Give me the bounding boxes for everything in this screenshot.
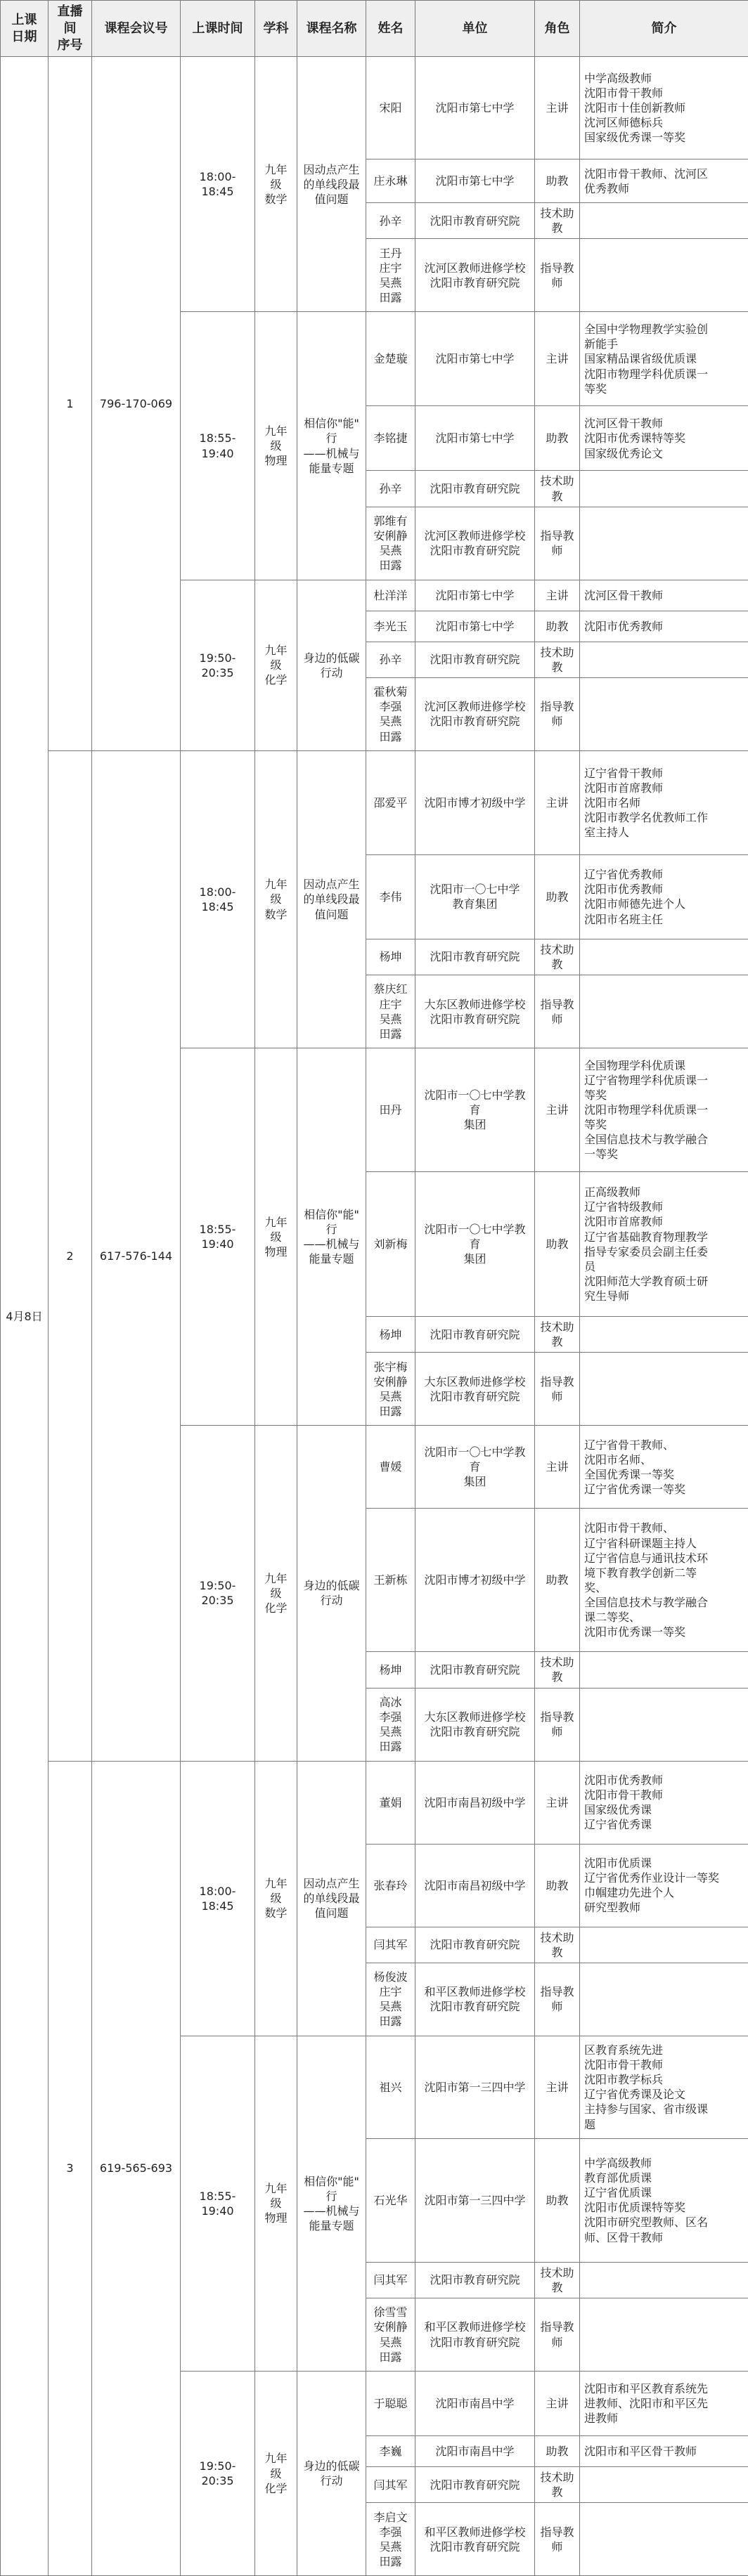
unit-cell: 沈阳市一〇七中学教育 集团 — [415, 1426, 535, 1509]
header-time: 上课时间 — [181, 1, 255, 57]
unit-cell: 沈阳市博才初级中学 — [415, 750, 535, 854]
teacher-name-cell: 孙辛 — [366, 203, 415, 239]
bio-cell — [580, 2503, 748, 2576]
meeting-id-cell: 796-170-069 — [92, 57, 181, 751]
bio-cell: 区教育系统先进 沈阳市骨干教师 沈阳市教学标兵 辽宁省优秀课及论文 主持参与国家、省市级课 题 — [580, 2036, 748, 2138]
bio-cell — [580, 1963, 748, 2036]
unit-cell: 沈阳市第七中学 — [415, 160, 535, 203]
role-cell: 主讲 — [535, 312, 580, 406]
unit-cell: 沈阳市教育研究院 — [415, 2467, 535, 2503]
teacher-name-cell: 金楚璇 — [366, 312, 415, 406]
role-cell: 主讲 — [535, 1426, 580, 1509]
unit-cell: 沈阳市一〇七中学教育 集团 — [415, 1048, 535, 1172]
role-cell: 主讲 — [535, 580, 580, 611]
teacher-name-cell: 杨坤 — [366, 1652, 415, 1688]
role-cell: 技术助教 — [535, 642, 580, 677]
role-cell: 指导教师 — [535, 1963, 580, 2036]
teacher-name-cell: 杨坤 — [366, 1317, 415, 1353]
time-cell: 18:00-18:45 — [181, 57, 255, 312]
bio-cell: 正高级教师 辽宁省特级教师 沈阳市首席教师 辽宁省基础教育物理教学 指导专家委员会副主任委 员 沈阳师范大学教育硕士研 究生导师 — [580, 1172, 748, 1317]
header-unit: 单位 — [415, 1, 535, 57]
role-cell: 技术助教 — [535, 203, 580, 239]
unit-cell: 沈阳市教育研究院 — [415, 471, 535, 507]
time-cell: 19:50-20:35 — [181, 1426, 255, 1761]
bio-cell — [580, 642, 748, 677]
table-row — [1, 57, 748, 160]
role-cell: 助教 — [535, 611, 580, 642]
role-cell: 主讲 — [535, 57, 580, 160]
unit-cell: 沈阳市南昌中学 — [415, 2372, 535, 2436]
teacher-name-cell: 闫其军 — [366, 2262, 415, 2298]
unit-cell: 沈阳市第七中学 — [415, 611, 535, 642]
bio-cell: 辽宁省骨干教师 沈阳市首席教师 沈阳市名师 沈阳市教学名优教师工作 室主持人 — [580, 750, 748, 854]
room-number-cell: 2 — [49, 750, 92, 1761]
unit-cell: 沈阳市一〇七中学 教育集团 — [415, 854, 535, 939]
subject-cell: 九年级 数学 — [255, 1761, 297, 2036]
bio-cell — [580, 239, 748, 312]
unit-cell: 沈阳市南昌初级中学 — [415, 1761, 535, 1844]
room-number-cell: 3 — [49, 1761, 92, 2576]
role-cell: 指导教师 — [535, 1353, 580, 1426]
teacher-name-cell: 高冰 李强 吴燕 田露 — [366, 1688, 415, 1761]
bio-cell: 全国中学物理教学实验创 新能手 国家精品课省级优质课 沈阳市物理学科优质课一 等奖 — [580, 312, 748, 406]
teacher-name-cell: 杨坤 — [366, 939, 415, 975]
unit-cell: 沈阳市第七中学 — [415, 312, 535, 406]
time-cell: 18:55-19:40 — [181, 312, 255, 580]
teacher-name-cell: 董娟 — [366, 1761, 415, 1844]
header-room: 直播间 序号 — [49, 1, 92, 57]
bio-cell — [580, 507, 748, 580]
role-cell: 助教 — [535, 1172, 580, 1317]
subject-cell: 九年级 化学 — [255, 2372, 297, 2576]
subject-cell: 九年级 物理 — [255, 1048, 297, 1426]
role-cell: 指导教师 — [535, 2298, 580, 2372]
course-cell: 相信你"能" 行 ——机械与 能量专题 — [297, 1048, 366, 1426]
unit-cell: 和平区教师进修学校 沈阳市教育研究院 — [415, 1963, 535, 2036]
bio-cell — [580, 975, 748, 1048]
bio-cell — [580, 1652, 748, 1688]
role-cell: 助教 — [535, 160, 580, 203]
role-cell: 助教 — [535, 1844, 580, 1927]
schedule-body — [1, 57, 748, 2576]
date-cell: 4月8日 — [1, 57, 49, 2576]
unit-cell: 沈阳市教育研究院 — [415, 939, 535, 975]
unit-cell: 沈阳市第七中学 — [415, 580, 535, 611]
meeting-id-cell: 617-576-144 — [92, 750, 181, 1761]
role-cell: 指导教师 — [535, 239, 580, 312]
teacher-name-cell: 杨俊波 庄宇 吴燕 田露 — [366, 1963, 415, 2036]
course-cell: 因动点产生 的单线段最 值问题 — [297, 57, 366, 312]
teacher-name-cell: 郭维有 安俐静 吴燕 田露 — [366, 507, 415, 580]
bio-cell: 辽宁省优秀教师 沈阳市优秀教师 沈阳市师德先进个人 沈阳市名班主任 — [580, 854, 748, 939]
time-cell: 18:55-19:40 — [181, 2036, 255, 2371]
bio-cell — [580, 2262, 748, 2298]
course-cell: 身边的低碳 行动 — [297, 1426, 366, 1761]
role-cell: 技术助教 — [535, 2262, 580, 2298]
table-row — [1, 1761, 748, 1844]
teacher-name-cell: 孙辛 — [366, 471, 415, 507]
bio-cell — [580, 1927, 748, 1963]
bio-cell: 沈阳市优秀教师 沈阳市骨干教师 国家级优秀课 辽宁省优秀课 — [580, 1761, 748, 1844]
unit-cell: 大东区教师进修学校 沈阳市教育研究院 — [415, 1353, 535, 1426]
role-cell: 助教 — [535, 2138, 580, 2262]
teacher-name-cell: 孙辛 — [366, 642, 415, 677]
unit-cell: 沈阳市教育研究院 — [415, 1652, 535, 1688]
subject-cell: 九年级 物理 — [255, 312, 297, 580]
unit-cell: 沈阳市一〇七中学教育 集团 — [415, 1172, 535, 1317]
header-subject: 学科 — [255, 1, 297, 57]
teacher-name-cell: 李光玉 — [366, 611, 415, 642]
header-name: 姓名 — [366, 1, 415, 57]
teacher-name-cell: 闫其军 — [366, 2467, 415, 2503]
bio-cell: 沈阳市骨干教师、 辽宁省科研课题主持人 辽宁省信息与通讯技术环 境下教育教学创新二等 奖、 全国信息技术与教学融合 课二等奖、 沈阳市优秀课一等奖 — [580, 1509, 748, 1652]
teacher-name-cell: 李铭捷 — [366, 406, 415, 471]
bio-cell: 辽宁省骨干教师、 沈阳市名师、 全国优秀课一等奖 辽宁省优秀课一等奖 — [580, 1426, 748, 1509]
header-date: 上课 日期 — [1, 1, 49, 57]
course-cell: 因动点产生 的单线段最 值问题 — [297, 1761, 366, 2036]
unit-cell: 沈阳市教育研究院 — [415, 642, 535, 677]
role-cell: 技术助教 — [535, 1652, 580, 1688]
unit-cell: 和平区教师进修学校 沈阳市教育研究院 — [415, 2503, 535, 2576]
bio-cell — [580, 2298, 748, 2372]
teacher-name-cell: 邵爱平 — [366, 750, 415, 854]
teacher-name-cell: 宋阳 — [366, 57, 415, 160]
role-cell: 技术助教 — [535, 939, 580, 975]
bio-cell — [580, 203, 748, 239]
room-number-cell: 1 — [49, 57, 92, 751]
teacher-name-cell: 庄永琳 — [366, 160, 415, 203]
teacher-name-cell: 张宇梅 安俐静 吴燕 田露 — [366, 1353, 415, 1426]
unit-cell: 沈阳市博才初级中学 — [415, 1509, 535, 1652]
teacher-name-cell: 刘新梅 — [366, 1172, 415, 1317]
bio-cell — [580, 1317, 748, 1353]
course-cell: 相信你"能" 行 ——机械与 能量专题 — [297, 2036, 366, 2371]
bio-cell — [580, 677, 748, 750]
course-cell: 身边的低碳 行动 — [297, 2372, 366, 2576]
bio-cell: 沈河区骨干教师 — [580, 580, 748, 611]
subject-cell: 九年级 化学 — [255, 1426, 297, 1761]
subject-cell: 九年级 数学 — [255, 57, 297, 312]
unit-cell: 沈阳市南昌中学 — [415, 2436, 535, 2467]
bio-cell: 沈阳市优质课 辽宁省优秀作业设计一等奖 巾帼建功先进个人 研究型教师 — [580, 1844, 748, 1927]
subject-cell: 九年级 物理 — [255, 2036, 297, 2371]
teacher-name-cell: 李伟 — [366, 854, 415, 939]
teacher-name-cell: 李巍 — [366, 2436, 415, 2467]
unit-cell: 沈阳市教育研究院 — [415, 203, 535, 239]
bio-cell: 中学高级教师 沈阳市骨干教师 沈阳市十佳创新教师 沈河区师德标兵 国家级优秀课一等奖 — [580, 57, 748, 160]
unit-cell: 沈阳市第一三四中学 — [415, 2138, 535, 2262]
role-cell: 助教 — [535, 1509, 580, 1652]
unit-cell: 沈阳市第七中学 — [415, 406, 535, 471]
header-role: 角色 — [535, 1, 580, 57]
role-cell: 指导教师 — [535, 507, 580, 580]
unit-cell: 沈阳市第七中学 — [415, 57, 535, 160]
role-cell: 主讲 — [535, 2372, 580, 2436]
role-cell: 技术助教 — [535, 471, 580, 507]
meeting-id-cell: 619-565-693 — [92, 1761, 181, 2576]
time-cell: 19:50-20:35 — [181, 2372, 255, 2576]
teacher-name-cell: 王新栋 — [366, 1509, 415, 1652]
role-cell: 助教 — [535, 854, 580, 939]
role-cell: 主讲 — [535, 1761, 580, 1844]
teacher-name-cell: 曹媛 — [366, 1426, 415, 1509]
time-cell: 18:55-19:40 — [181, 1048, 255, 1426]
bio-cell: 沈河区骨干教师 沈阳市优秀课特等奖 国家级优秀论文 — [580, 406, 748, 471]
bio-cell — [580, 471, 748, 507]
bio-cell: 全国物理学科优质课 辽宁省物理学科优质课一 等奖 沈阳市物理学科优质课一 等奖 全国信息技术与教学融合 一等奖 — [580, 1048, 748, 1172]
teacher-name-cell: 徐雪雪 安俐静 吴燕 田露 — [366, 2298, 415, 2372]
role-cell: 指导教师 — [535, 2503, 580, 2576]
unit-cell: 沈阳市教育研究院 — [415, 2262, 535, 2298]
role-cell: 主讲 — [535, 1048, 580, 1172]
unit-cell: 沈阳市教育研究院 — [415, 1317, 535, 1353]
teacher-name-cell: 李启文 李强 吴燕 田露 — [366, 2503, 415, 2576]
unit-cell: 沈河区教师进修学校 沈阳市教育研究院 — [415, 677, 535, 750]
teacher-name-cell: 闫其军 — [366, 1927, 415, 1963]
teacher-name-cell: 张春玲 — [366, 1844, 415, 1927]
header-row — [1, 1, 748, 57]
teacher-name-cell: 石光华 — [366, 2138, 415, 2262]
unit-cell: 沈阳市南昌初级中学 — [415, 1844, 535, 1927]
unit-cell: 沈河区教师进修学校 沈阳市教育研究院 — [415, 239, 535, 312]
table-row — [1, 750, 748, 854]
header-bio: 简介 — [580, 1, 748, 57]
bio-cell: 沈阳市和平区骨干教师 — [580, 2436, 748, 2467]
time-cell: 18:00-18:45 — [181, 1761, 255, 2036]
bio-cell — [580, 939, 748, 975]
subject-cell: 九年级 化学 — [255, 580, 297, 750]
time-cell: 18:00-18:45 — [181, 750, 255, 1048]
role-cell: 主讲 — [535, 2036, 580, 2138]
role-cell: 指导教师 — [535, 677, 580, 750]
role-cell: 助教 — [535, 2436, 580, 2467]
bio-cell: 中学高级教师 教育部优质课 辽宁省优质课 沈阳市优质课特等奖 沈阳市研究型教师、区名 师、区骨干教师 — [580, 2138, 748, 2262]
teacher-name-cell: 祖兴 — [366, 2036, 415, 2138]
bio-cell: 沈阳市和平区教育系统先 进教师、沈阳市和平区先 进教师 — [580, 2372, 748, 2436]
bio-cell: 沈阳市优秀教师 — [580, 611, 748, 642]
teacher-name-cell: 于聪聪 — [366, 2372, 415, 2436]
teacher-name-cell: 杜洋洋 — [366, 580, 415, 611]
unit-cell: 沈阳市教育研究院 — [415, 1927, 535, 1963]
role-cell: 助教 — [535, 406, 580, 471]
bio-cell: 沈阳市骨干教师、沈河区 优秀教师 — [580, 160, 748, 203]
course-cell: 相信你"能" 行 ——机械与 能量专题 — [297, 312, 366, 580]
unit-cell: 沈河区教师进修学校 沈阳市教育研究院 — [415, 507, 535, 580]
header-meeting: 课程会议号 — [92, 1, 181, 57]
teacher-name-cell: 王丹 庄宇 吴燕 田露 — [366, 239, 415, 312]
bio-cell — [580, 2467, 748, 2503]
role-cell: 技术助教 — [535, 1317, 580, 1353]
unit-cell: 和平区教师进修学校 沈阳市教育研究院 — [415, 2298, 535, 2372]
unit-cell: 大东区教师进修学校 沈阳市教育研究院 — [415, 1688, 535, 1761]
unit-cell: 大东区教师进修学校 沈阳市教育研究院 — [415, 975, 535, 1048]
role-cell: 技术助教 — [535, 1927, 580, 1963]
teacher-name-cell: 田丹 — [366, 1048, 415, 1172]
header-course: 课程名称 — [297, 1, 366, 57]
subject-cell: 九年级 数学 — [255, 750, 297, 1048]
time-cell: 19:50-20:35 — [181, 580, 255, 750]
unit-cell: 沈阳市第一三四中学 — [415, 2036, 535, 2138]
bio-cell — [580, 1688, 748, 1761]
teacher-name-cell: 霍秋菊 李强 吴燕 田露 — [366, 677, 415, 750]
role-cell: 指导教师 — [535, 1688, 580, 1761]
teacher-name-cell: 蔡庆红 庄宇 吴燕 田露 — [366, 975, 415, 1048]
course-cell: 身边的低碳 行动 — [297, 580, 366, 750]
bio-cell — [580, 1353, 748, 1426]
course-cell: 因动点产生 的单线段最 值问题 — [297, 750, 366, 1048]
role-cell: 指导教师 — [535, 975, 580, 1048]
role-cell: 主讲 — [535, 750, 580, 854]
role-cell: 技术助教 — [535, 2467, 580, 2503]
